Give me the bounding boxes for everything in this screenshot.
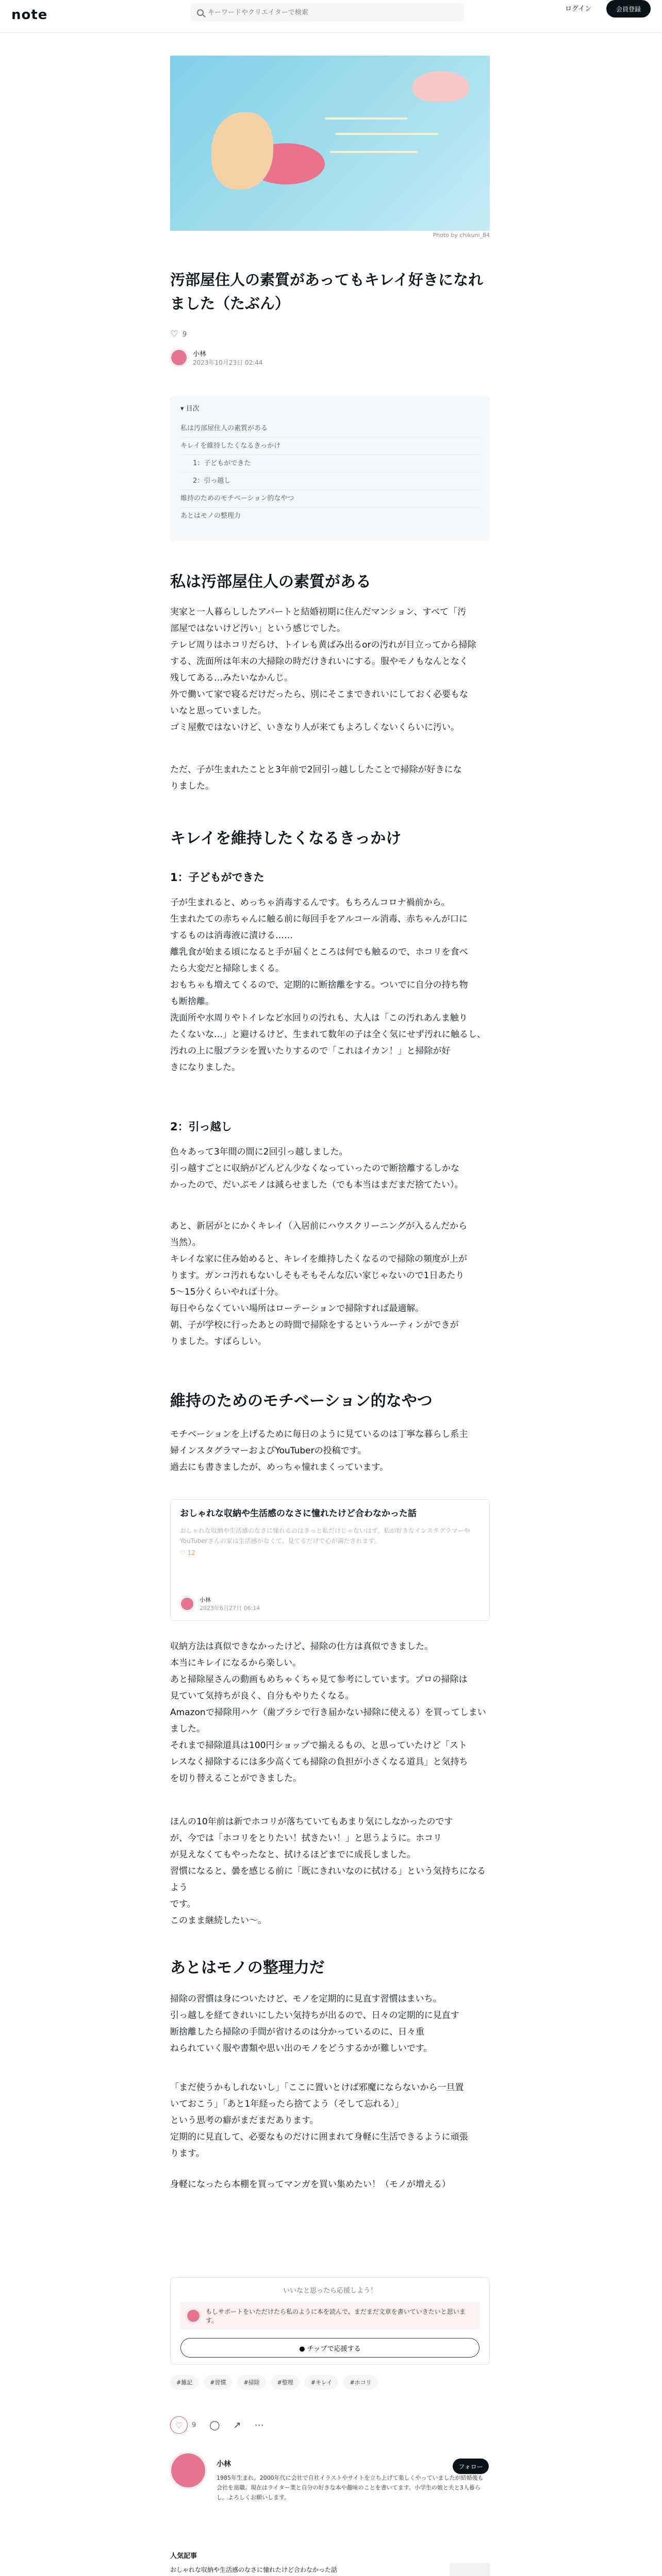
search-icon (197, 9, 204, 16)
embed-author-name: 小林 (200, 1597, 211, 1603)
section-heading: あとはモノの整理力だ (170, 1959, 325, 1977)
paragraph: 身軽になったら本棚を買ってマンガを買い集めたい！（モノが増える） (170, 2179, 451, 2190)
section-heading: 維持のためのモチベーション的なやつ (170, 1392, 433, 1410)
tag[interactable]: #キレイ (305, 2375, 339, 2389)
popular-label: 人気記事 (170, 2552, 197, 2560)
comment-icon[interactable]: ◯ (209, 2419, 220, 2431)
section-heading: キレイを維持したくなるきっかけ (170, 829, 402, 848)
profile-bio: 1985年生まれ。2000年代に会社で自社イラストやサイトを立ち上げて楽しくやっていましたが結婚後も会社を退職。現在はライター業と自分の好きな本や趣味のことを書いてます。小学生の娘と夫と3人暮らし。よろしくお願いします。 (217, 2475, 484, 2501)
signup-button[interactable]: 会員登録 (606, 0, 651, 18)
login-link[interactable]: ログイン (565, 5, 592, 13)
popular-articles (170, 2550, 490, 2576)
toc-item[interactable]: 維持のためのモチベーション的なやつ (180, 490, 479, 507)
tag[interactable]: #習慣 (204, 2375, 232, 2389)
embed-date: 2023年6月27日 06:14 (200, 1605, 260, 1612)
toc-item[interactable]: 2：引っ越し (180, 472, 479, 490)
search-input[interactable] (208, 9, 445, 16)
heart-icon: ♡ (180, 1549, 188, 1556)
article-title: 汚部屋住人の素質があってもキレイ好きになれました（たぶん） (170, 271, 483, 312)
toc-item[interactable]: あとはモノの整理力 (180, 512, 241, 520)
tag[interactable]: #整理 (271, 2375, 300, 2389)
support-message: もしサポートをいただけたら私のように本を読んで、まだまだ文章を書いていきたいと思います。 (180, 2302, 480, 2330)
article-actions (170, 2416, 264, 2434)
embedded-article-card[interactable] (170, 1499, 490, 1621)
avatar (180, 1597, 194, 1611)
paragraph: ほんの10年前は新でホコリが落ちていてもあまり気にしなかったのです が、今では「ホコリをとりたい！拭きたい！」と思うように。ホコリ が見えなくてもやったなと、拭けるほどまでに成長しました。 習慣になると、曇を感じる前に「既にきれいなのに拭ける」という気持ちになるよう です。 このまま継続したい〜。 (170, 1817, 486, 1926)
embed-title[interactable]: おしゃれな収納や生活感のなさに憧れたけど合わなかった話 (180, 1509, 417, 1519)
toc-item[interactable]: 1：子どもができた (180, 455, 479, 472)
paragraph: 実家と一人暮らししたアパートと結婚初期に住んだマンション、すべて「汚 部屋ではないけど汚い」という感じでした。 テレビ周りはホコリだらけ、トイレも黄ばみ出るorの汚れが目立ってから掃除 する、洗面所は年末の大掃除の時だけきれいにする。服やモノもなんとなく 残してある…みたいなかんじ。 外で働いて家で寝るだけだったら、別にそこまできれいにしておく必要もな いなと思っていました。 ゴミ屋敷ではないけど、いきなり人が来てもよろしくないくらいに汚い。 (170, 607, 476, 733)
article-like-row (170, 330, 187, 339)
profile-name[interactable]: 小林 (217, 2460, 231, 2468)
article-thumbnail (450, 2563, 490, 2576)
tag[interactable]: #ホコリ (343, 2375, 377, 2389)
like-count: 9 (183, 330, 187, 338)
paragraph: ただ、子が生まれたことと3年前で2回引っ越ししたことで掃除が好きにな りました。 (170, 765, 462, 791)
toc-item[interactable]: 私は汚部屋住人の素質がある (180, 420, 479, 437)
toc-item[interactable]: キレイを維持したくなるきっかけ (180, 437, 479, 455)
support-box (170, 2277, 490, 2365)
post-date: 2023年10月23日 02:44 (193, 359, 263, 366)
chevron-icon: ▾ (180, 405, 186, 413)
paragraph: 子が生まれると、めっちゃ消毒するんです。もちろんコロナ禍前から。 生まれたての赤ちゃんに触る前に毎回手をアルコール消毒、赤ちゃんが口に するものは消毒液に漬ける…… 離乳食が始まる頃になると手が届くところは何でも触るので、ホコリを食べ たら大変だと掃除しまくる。 おもちゃも増えてくるので、定期的に断捨離をする。ついでに自分の持ち物 も断捨離。 洗面所や水周りやトイレなど水回りの汚れも、大人は「この汚れあんま触り たくないな…」と避けるけど、生まれて数年の子は全く気にせず汚れに触るし、 汚れの上に服ブラシを置いたりするので「これはイカン！」と掃除が好 きになりました。 (170, 897, 486, 1073)
embed-description: おしゃれな収納や生活感のなさに憧れるのはきっと私だけじゃないはず。私が好きなインスタグラマーやYouTuberさんの家は生活感がなくて、見てるだけで心が満たされます。 (180, 1527, 470, 1545)
support-title: いいなと思ったら応援しよう！ (283, 2287, 377, 2295)
author-profile (170, 2452, 490, 2501)
share-icon[interactable]: ↗ (233, 2419, 241, 2431)
avatar[interactable] (170, 349, 188, 366)
cat-illustration (412, 71, 469, 102)
subsection-heading: 1：子どもができた (170, 871, 264, 884)
coin-icon: ● (299, 2345, 307, 2353)
paragraph: 「まだ使うかもしれないし」「ここに置いとけば邪魔にならないから一旦置 いておこう」「あと1年経ったら捨てよう（そして忘れる）」 という思考の癖がまだまだあります。 定期的に見直して、必要なものだけに囲まれて身軽に生活できるように頑張 ります。 (170, 2082, 468, 2159)
photo-credit: Photo by chikuni_84 (433, 232, 490, 239)
follow-button[interactable]: フォロー (453, 2459, 489, 2474)
paragraph: モチベーションを上げるために毎日のように見ているのは丁寧な暮らし系主 婦インスタグラマーおよびYouTuberの投稿です。 過去にも書きましたが、めっちゃ憧れまくっています。 (170, 1429, 468, 1472)
paragraph: 収納方法は真似できなかったけど、掃除の仕方は真似できました。 本当にキレイになるから楽しい。 あと掃除屋さんの動画もめちゃくちゃ見て参考にしています。プロの掃除は 見ていて気持ちが良く、自分もやりたくなる。 Amazonで掃除用ハケ（歯ブラシで行き届かない掃除に使える）を買ってしまい ました。 それまで掃除道具は100円ショップで揃えるもの、と思っていたけど「スト レスなく掃除するには多少高くても掃除の負担が小さくなる道具」と気持ち を切り替えることができました。 (170, 1641, 486, 1784)
tag[interactable]: #掃除 (237, 2375, 266, 2389)
tag[interactable]: #雑記 (170, 2375, 198, 2389)
heart-icon[interactable] (170, 330, 179, 339)
hero-image (170, 56, 490, 231)
author-name[interactable]: 小林 (193, 350, 207, 358)
paragraph: 掃除の習慣は身についたけど、モノを定期的に見直す習慣はまいち。 引っ越しを経てきれいにしたい気持ちが出るので、日々の定期的に見直す 断捨離したら掃除の手間が省けるのは分かっているのに、日々重 ねられていく服や書類や思い出のモノをどうするかが難しいです。 (170, 1994, 459, 2054)
like-button[interactable]: ♡ (170, 2416, 188, 2434)
tag-list (170, 2375, 378, 2389)
avatar (186, 2309, 201, 2323)
table-of-contents (170, 396, 490, 541)
embed-author (180, 1596, 260, 1612)
toc-label[interactable]: ▾ 目次 (180, 405, 200, 413)
site-header (0, 0, 662, 33)
subsection-heading: 2：引っ越し (170, 1121, 232, 1133)
tip-button[interactable]: ● チップで応援する (180, 2338, 479, 2358)
paragraph: あと、新居がとにかくキレイ（入居前にハウスクリーニングが入るんだから 当然）。 キレイな家に住み始めると、キレイを維持したくなるので掃除の頻度が上が ります。ガンコ汚れもないしそもそもそんな広い家じゃないので1日あたり 5〜15分くらいやれば十分。 毎日やらなくていい場所はローテーションで掃除すれば最適解。 朝、子が学校に行ったあとの時間で掃除をするというルーティンができが りました。すばらしい。 (170, 1221, 468, 1347)
list-item[interactable]: おしゃれな収納や生活感のなさに憧れたけど合わなかった話 (170, 2560, 490, 2576)
avatar[interactable] (170, 2452, 206, 2488)
like-count: 9 (192, 2421, 196, 2429)
author-row (170, 348, 262, 367)
paragraph: 色々あって3年間の間に2回引っ越しました。 引っ越すごとに収納がどんどん少なくなっていったので断捨離するしかな かったので、だいぶモノは減らせました（でも本当はまだまだ捨てたい）。 (170, 1147, 464, 1190)
person-illustration (211, 112, 273, 190)
embed-likes: ♡ 12 (180, 1549, 195, 1556)
note-logo[interactable]: note (11, 7, 48, 23)
more-icon[interactable]: ⋯ (254, 2419, 264, 2431)
section-heading: 私は汚部屋住人の素質がある (170, 573, 371, 591)
search-bar[interactable] (191, 4, 464, 21)
